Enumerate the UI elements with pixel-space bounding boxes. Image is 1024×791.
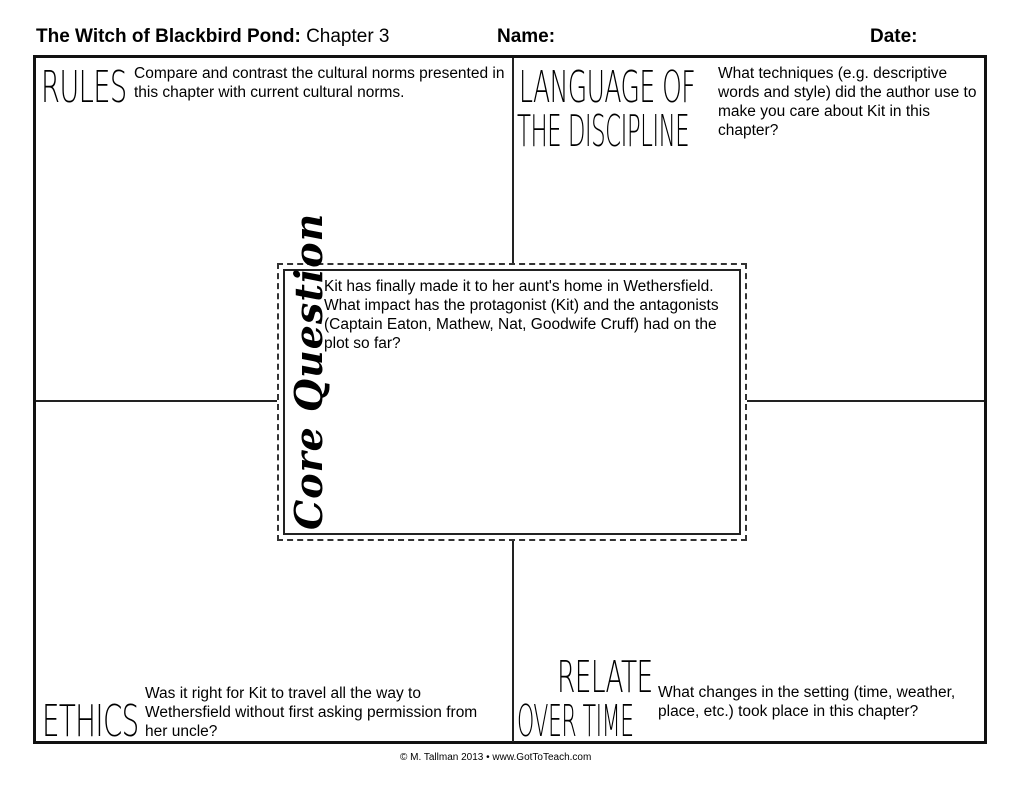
language-label-line2: THE DISCIPLINE	[517, 106, 690, 157]
language-label-line1: LANGUAGE OF	[519, 62, 696, 113]
divider-bottom	[512, 541, 514, 742]
relate-label-line1: RELATE	[557, 652, 653, 703]
divider-top	[512, 58, 514, 263]
ethics-prompt: Was it right for Kit to travel all the way to Wethersfield without first asking permission from her uncle?	[145, 685, 478, 740]
worksheet-title	[36, 26, 390, 48]
book-title: The Witch of Blackbird Pond:	[36, 26, 301, 47]
relate-prompt: What changes in the setting (time, weather, place, etc.) took place in this chapter?	[658, 684, 956, 720]
chapter-label: Chapter 3	[306, 26, 390, 47]
core-question-prompt: Kit has finally made it to her aunt's home in Wethersfield. What impact has the protagonist (Kit) and the antagonists (Captain Eaton, Mathew, Nat, Goodwife Cruff) had on the plot so far?	[324, 278, 719, 352]
ethics-label: ETHICS	[42, 696, 139, 747]
rules-label: RULES	[41, 62, 127, 113]
footer-credit: © M. Tallman 2013 • www.GotToTeach.com	[400, 752, 592, 763]
divider-right	[747, 400, 984, 402]
date-label: Date:	[870, 26, 918, 47]
divider-left	[36, 400, 277, 402]
relate-label-line2: OVER TIME	[517, 696, 634, 747]
language-prompt: What techniques (e.g. descriptive words and style) did the author use to make you care about Kit in this chapter?	[718, 65, 977, 139]
core-question-label: Core Question	[286, 212, 331, 530]
name-label: Name:	[497, 26, 556, 47]
rules-prompt: Compare and contrast the cultural norms presented in this chapter with current cultural norms.	[134, 65, 505, 101]
